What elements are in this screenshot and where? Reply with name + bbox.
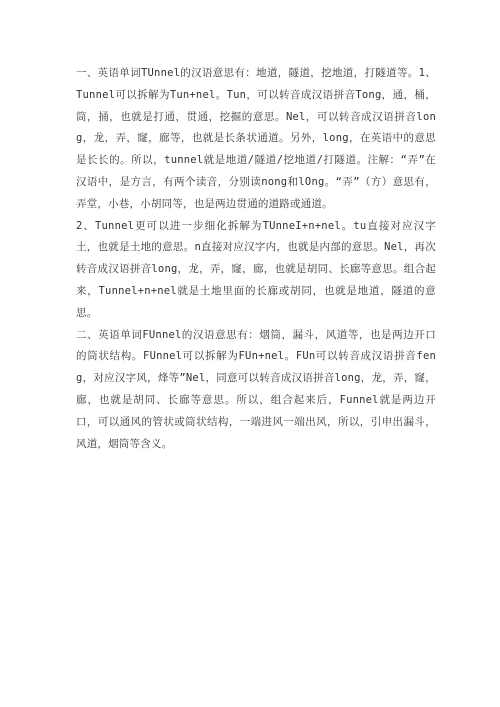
paragraph-tunnel-meaning: 一、英语单词TUnnel的汉语意思有：地道，隧道，挖地道，打隧道等。1、Tunnel可以拆解为Tun+nel。Tun，可以转音成汉语拼音Tong，通，桶，筒，捅，也就是打通，贯通，挖掘的意思。Nel，可以转音成汉语拼音long，龙，弄，窿，廊等，也就是长条状通道。另外，long，在英语中的意思是长长的。所以，tunnel就是地道/隧道/挖地道/打隧道。注解：“弄”在汉语中，是方言，有两个读音，分别读nong和lOng。“弄”（方）意思有，弄堂，小巷，小胡同等，也是两边贯通的道路或通道。: [76, 67, 436, 210]
document-body: [76, 63, 436, 455]
paragraph-tunnel-breakdown: 2、Tunnel更可以进一步细化拆解为TUnneI+n+nel。tu直接对应汉字土，也就是土地的意思。n直接对应汉字内，也就是内部的意思。Nel，再次转音成汉语拼音long，龙，弄，窿，廊，也就是胡同、长廊等意思。组合起来，Tunnel+n+nel就是土地里面的长廊或胡同，也就是地道，隧道的意思。: [76, 219, 436, 319]
paragraph-funnel-meaning: 二、英语单词FUnnel的汉语意思有：烟筒，漏斗，风道等，也是两边开口的筒状结构。FUnnel可以拆解为FUn+nel。FUn可以转音成汉语拼音feng，对应汉字风，烽等”Nel，同意可以转音成汉语拼音long，龙，弄，窿，廊，也就是胡同、长廊等意思。所以，组合起来后，Funnel就是两边开口，可以通风的管状或筒状结构，一端进风一端出风，所以，引申出漏斗，风道，烟筒等含义。: [76, 328, 436, 450]
